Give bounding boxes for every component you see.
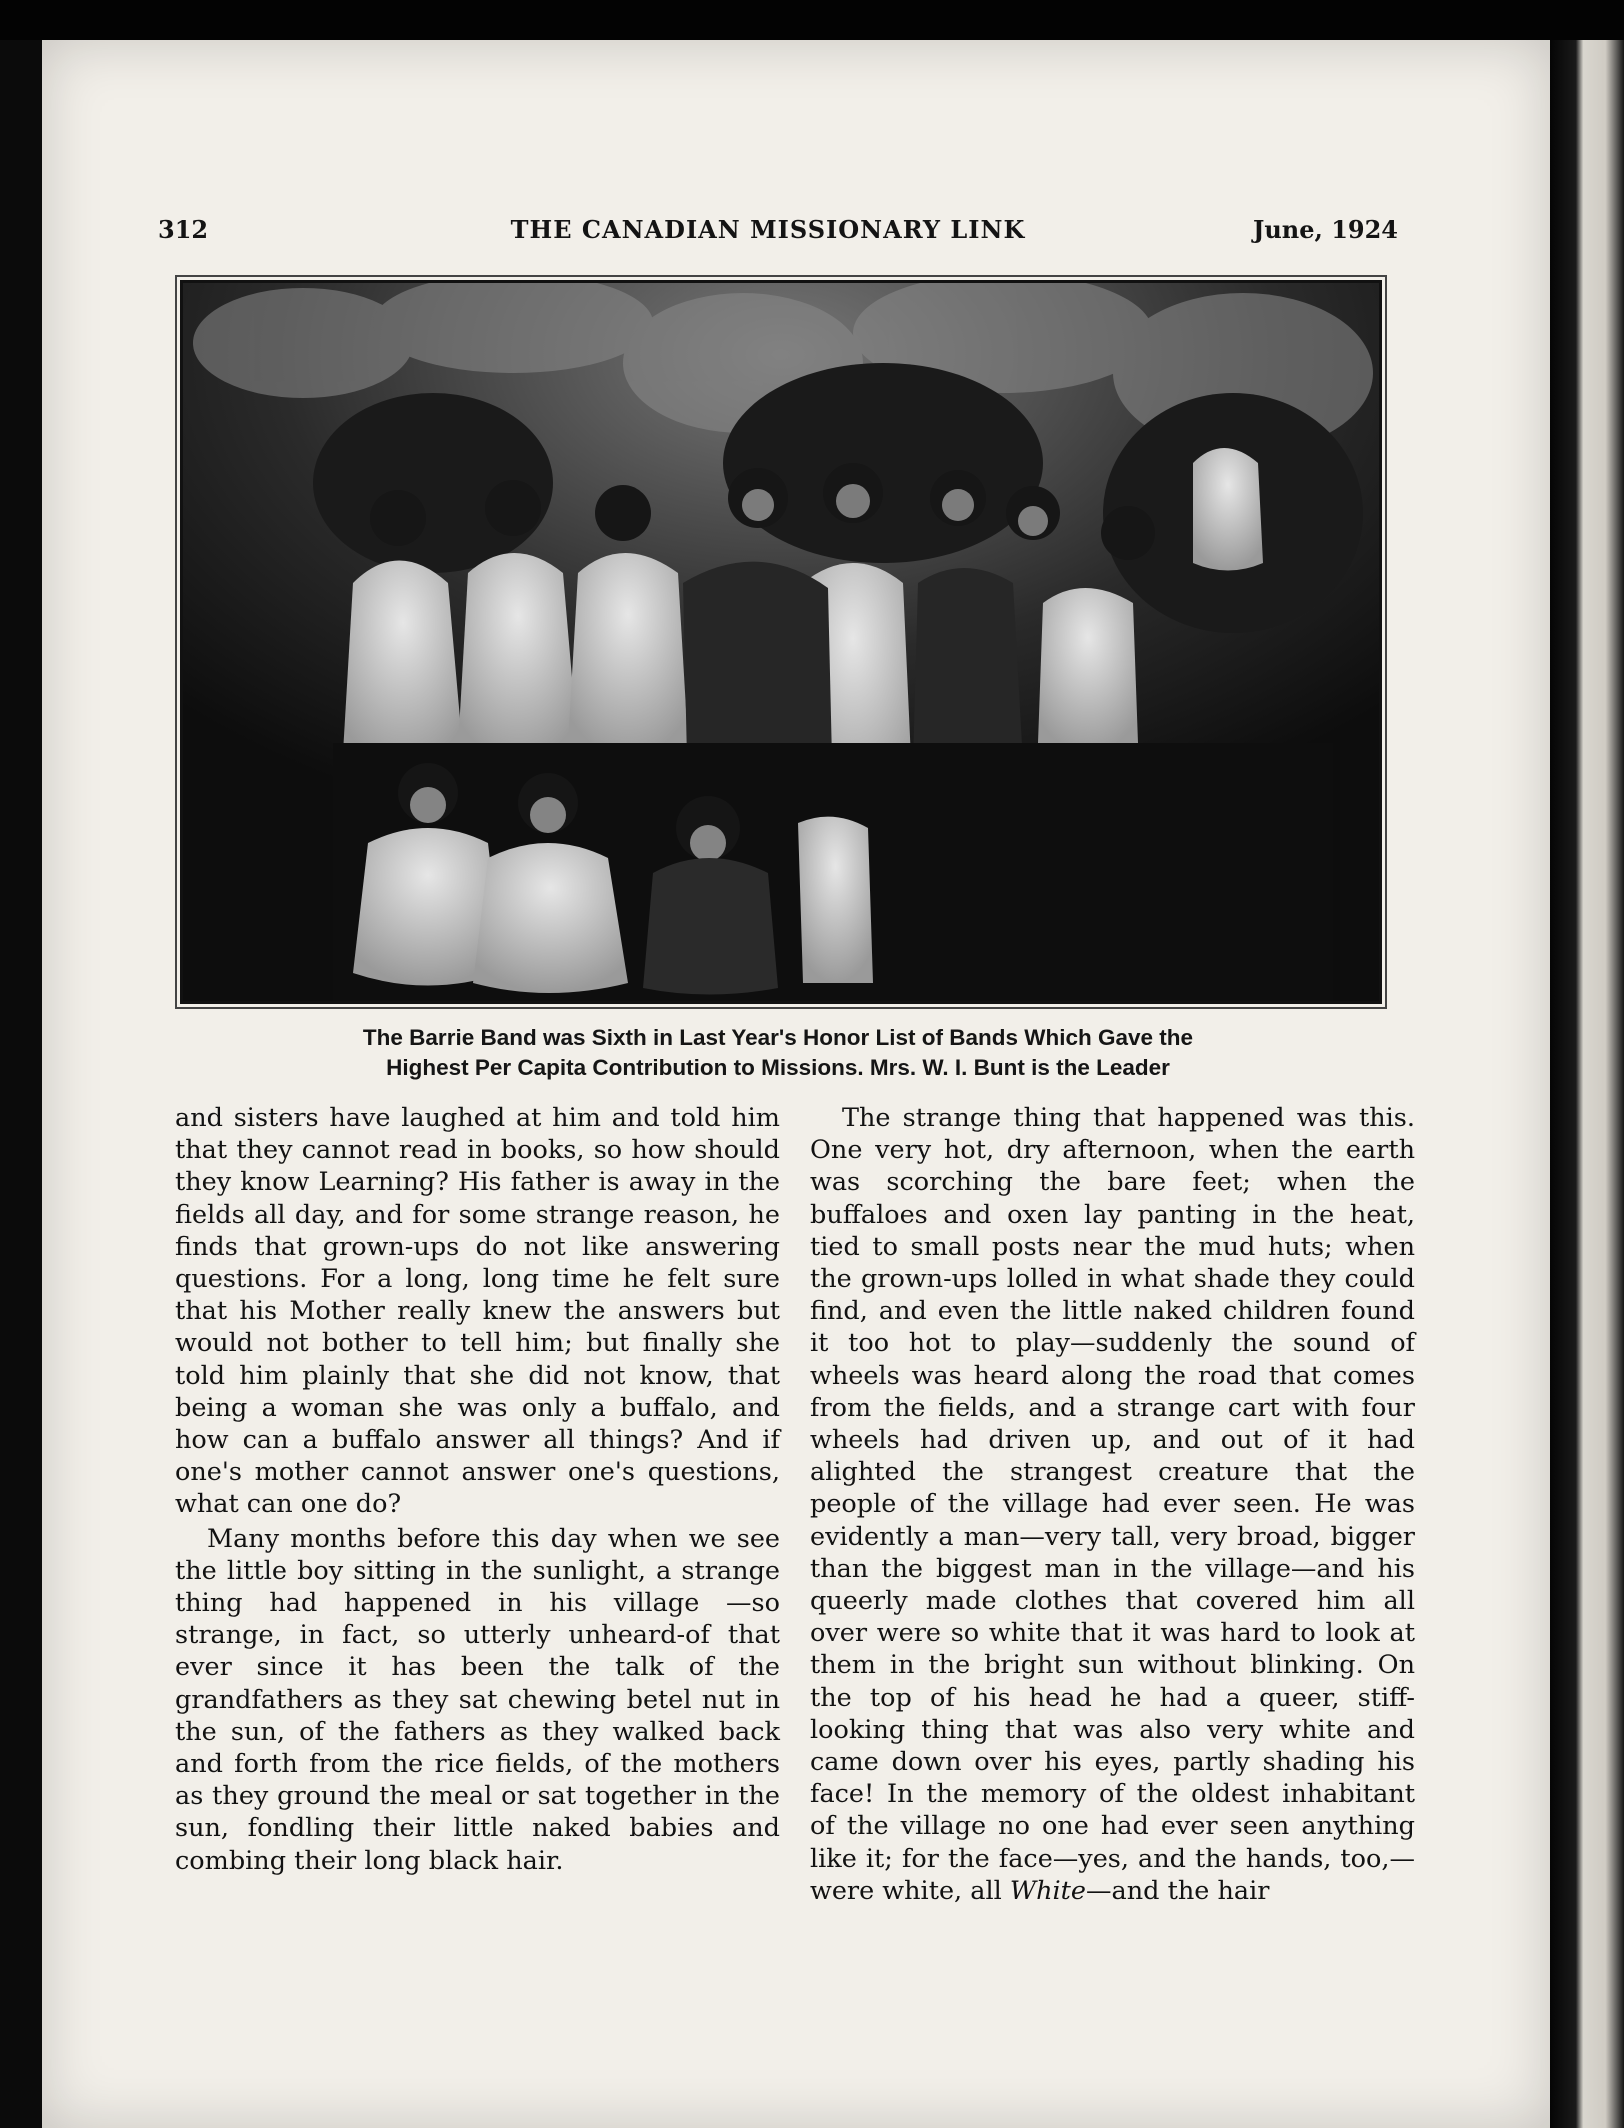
page-number: 312: [158, 215, 209, 244]
right-paragraph-1-end: —and the hair: [1086, 1875, 1270, 1906]
caption-line-2: Highest Per Capita Contribution to Missions. Mrs. W. I. Bunt is the Leader: [386, 1055, 1170, 1080]
right-paragraph-1-text: The strange thing that happened was this. One very hot, dry afternoon, when the earth was scorching the bare feet; when the buffaloes and oxen lay panting in the heat, tied to small posts near the mud huts; when the grown-ups lolled in what shade they could find, and even the little naked children found it too hot to play—suddenly the sound of wheels was heard along the road that comes from the fields, and a strange cart with four wheels had driven up, and out of it had alighted the strangest creature that the people of the village had ever seen. He was evidently a man—very tall, very broad, bigger than the biggest man in the village—and his queerly made clothes that covered him all over were so white that it was hard to look at them in the bright sun without blinking. On the top of his head he had a queer, stiff-looking thing that was also very white and came down over his eyes, partly shading his face! In the memory of the oldest inhabitant of the village no one had ever seen anything like it; for the face—yes, and the hands, too,—were white, all: [810, 1103, 1415, 1906]
issue-date: June, 1924: [1252, 215, 1398, 244]
journal-title: THE CANADIAN MISSIONARY LINK: [510, 215, 1026, 244]
photo-illustration: [183, 283, 1379, 1001]
scan-top-border: [0, 0, 1624, 40]
scan-right-edge: [1550, 40, 1624, 2128]
left-paragraph-1: and sisters have laughed at him and told him that they cannot read in books, so how should they know Learning? His father is away in the fields all day, and for some strange reason, he finds that grown-ups do not like answering questions. For a long, long time he felt sure that his Mother really knew the answers but would not bother to tell him; but finally she told him plainly that she did not know, that being a woman she was only a buffalo, and how can a buffalo answer all things? And if one's mother cannot answer one's questions, what can one do?: [175, 1103, 780, 1520]
caption-line-1: The Barrie Band was Sixth in Last Year's Honor List of Bands Which Gave the: [362, 1025, 1194, 1050]
right-column: [810, 1102, 1415, 1907]
left-paragraph-2: Many months before this day when we see the little boy sitting in the sunlight, a strange thing had happened in his village —so strange, in fact, so utterly unheard-of that ever since it has been the talk of the grandfathers as they sat chewing betel nut in the sun, of the fathers as they walked back and forth from the rice fields, of the mothers as they ground the meal or sat together in the sun, fondling their little naked babies and combing their long black hair.: [175, 1523, 780, 1876]
page-header: [118, 215, 1418, 255]
photo-caption: [180, 1023, 1376, 1083]
right-paragraph-1: [810, 1102, 1415, 1907]
italic-white: White: [1009, 1875, 1087, 1906]
group-photograph: [180, 280, 1382, 1004]
left-column: [175, 1102, 780, 1877]
